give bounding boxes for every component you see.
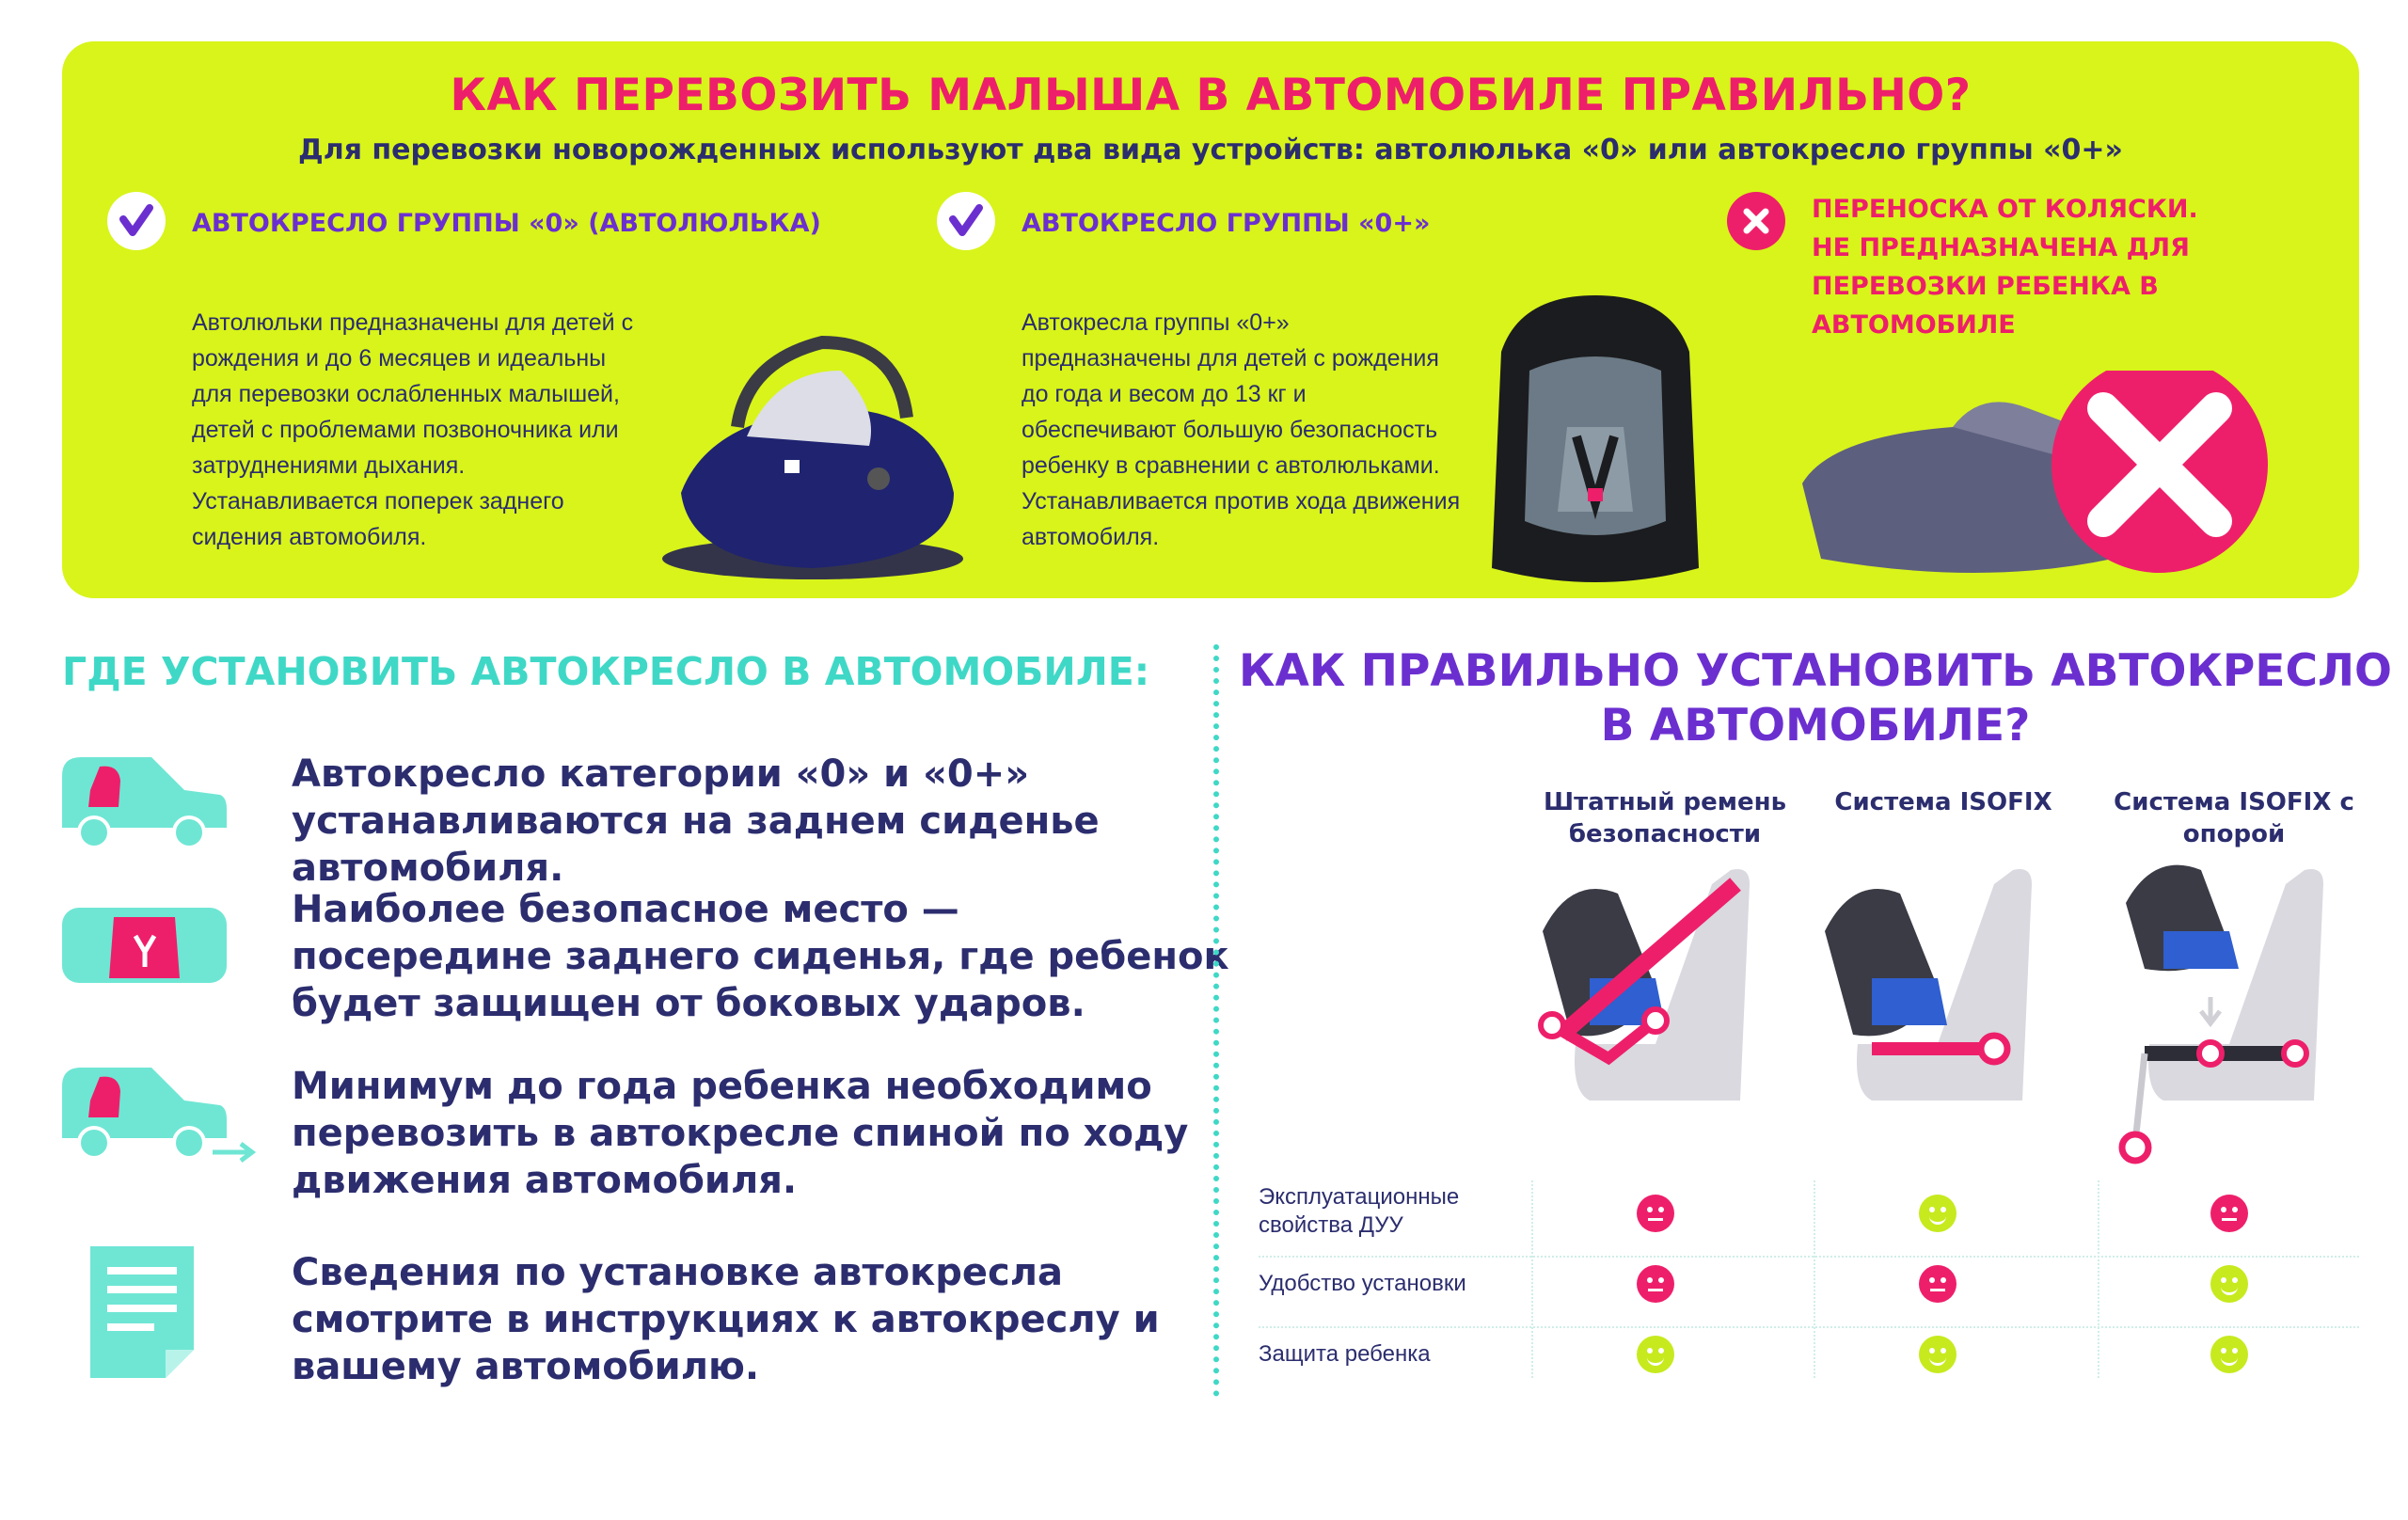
cross-icon: [1727, 192, 1785, 250]
subtitle: Для перевозки новорожденных используют два вида устройств: автолюлька «0» или автокресло группы «0+»: [298, 134, 2123, 166]
tip-text: Сведения по установке автокресла смотрите в инструкциях к автокреслу и вашему автомобилю.: [292, 1251, 1160, 1388]
good-smiley-icon: [1919, 1195, 1956, 1232]
good-smiley-icon: [2210, 1336, 2248, 1373]
car-seat-icon: [62, 752, 231, 856]
infant-carrier-image: [596, 305, 1020, 596]
row-label-ease: Удобство установки: [1259, 1271, 1466, 1296]
table-rule: [1259, 1326, 2359, 1328]
device-heading: АВТОКРЕСЛО ГРУППЫ «0+»: [1022, 209, 1431, 238]
device-heading: ПЕРЕНОСКА ОТ КОЛЯСКИ. НЕ ПРЕДНАЗНАЧЕНА ДЛЯ ПЕРЕВОЗКИ РЕБЕНКА В АВТОМОБИЛЕ: [1812, 195, 2198, 340]
tip-text: Автокресло категории «0» и «0+» устанавливаются на заднем сиденье автомобиля.: [292, 752, 1100, 890]
tip-text: Наиболее безопасное место — посередине заднего сиденья, где ребенок будет защищен от боковых ударов.: [292, 888, 1229, 1025]
table-rule: [2098, 1180, 2099, 1378]
table-rule: [1259, 1256, 2359, 1258]
bad-smiley-icon: [1637, 1195, 1674, 1232]
method-isofix: Система ISOFIX: [1834, 788, 2052, 816]
main-title: КАК ПЕРЕВОЗИТЬ МАЛЫША В АВТОМОБИЛЕ ПРАВИЛЬНО?: [450, 70, 1972, 121]
good-smiley-icon: [1637, 1336, 1674, 1373]
bassinet-image: [1793, 371, 2282, 615]
top-panel: [62, 41, 2359, 598]
table-rule: [1531, 1180, 1533, 1378]
good-smiley-icon: [1919, 1336, 1956, 1373]
rear-facing-car-icon: [62, 1063, 260, 1166]
bad-smiley-icon: [2210, 1195, 2248, 1232]
isofix-install-figure: [1815, 856, 2079, 1138]
device-description: Автолюльки предназначены для детей с рождения и до 6 месяцев и идеальны для перевозки ослабленных малышей, детей с проблемами позвоночника или затруднениями дыхания. Устанавливается поперек заднего сидения автомобиля.: [192, 309, 634, 550]
device-heading: АВТОКРЕСЛО ГРУППЫ «0» (АВТОЛЮЛЬКА): [192, 209, 821, 238]
method-belt: Штатный ремень безопасности: [1543, 788, 1787, 848]
tip-text: Минимум до года ребенка необходимо перевозить в автокресле спиной по ходу движения автомобиля.: [292, 1065, 1189, 1202]
method-isofix-support: Система ISOFIX с опорой: [2114, 788, 2354, 848]
device-description: Автокресла группы «0+» предназначены для детей с рождения до года и весом до 13 кг и обеспечивают большую безопасность ребенку в сравнении с автолюльками. Устанавливается против хода движения автомобиля.: [1022, 309, 1461, 550]
bad-smiley-icon: [1919, 1265, 1956, 1303]
section-divider: [1213, 644, 1219, 1397]
row-label-protection: Защита ребенка: [1259, 1341, 1431, 1367]
middle-seat-icon: [62, 894, 231, 997]
check-icon: [937, 192, 995, 250]
infant-car-seat-image: [1464, 286, 1727, 606]
where-section-title: ГДЕ УСТАНОВИТЬ АВТОКРЕСЛО В АВТОМОБИЛЕ:: [62, 649, 1150, 694]
table-rule: [1814, 1180, 1815, 1378]
good-smiley-icon: [2210, 1265, 2248, 1303]
belt-install-figure: [1533, 856, 1797, 1138]
document-icon: [90, 1246, 260, 1387]
bad-smiley-icon: [1637, 1265, 1674, 1303]
row-label-operational: Эксплуатационные свойства ДУУ: [1259, 1184, 1460, 1238]
check-icon: [107, 192, 166, 250]
how-section-title: КАК ПРАВИЛЬНО УСТАНОВИТЬ АВТОКРЕСЛО В АВТОМОБИЛЕ?: [1239, 645, 2392, 752]
isofix-support-install-figure: [2107, 856, 2370, 1166]
